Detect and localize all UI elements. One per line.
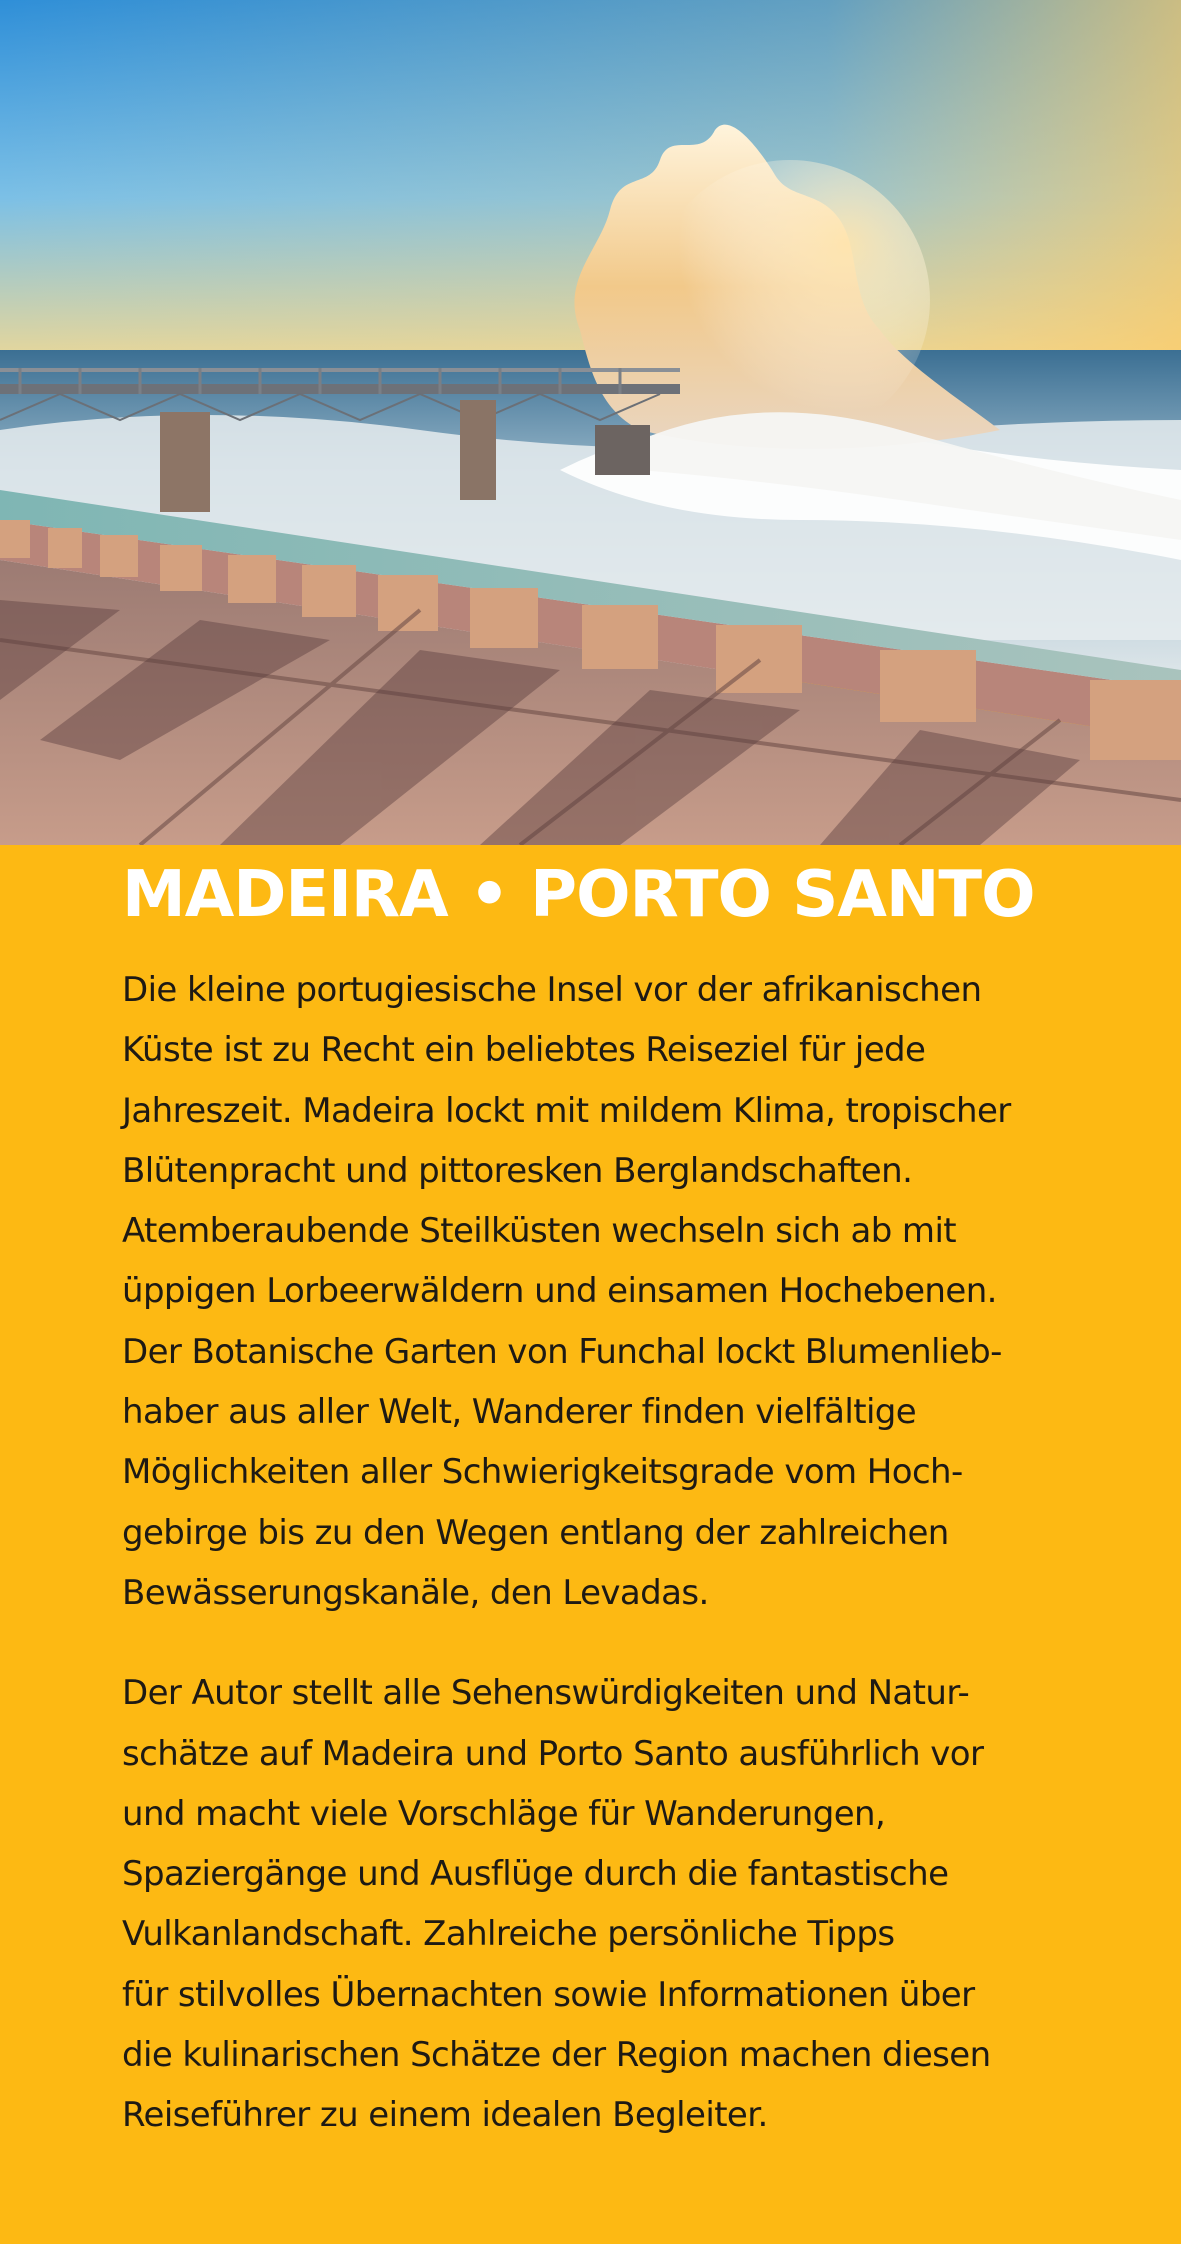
text-line: Jahreszeit. Madeira lockt mit mildem Klima, tropischer xyxy=(122,1090,1011,1131)
text-line: Der Autor stellt alle Sehenswürdigkeiten und Natur- xyxy=(122,1673,970,1714)
cover-photo-wave-pier xyxy=(0,0,1181,845)
text-line: üppigen Lorbeerwäldern und einsamen Hochebenen. xyxy=(122,1271,997,1312)
description-paragraph-2 xyxy=(122,1663,1102,2145)
text-line: Möglichkeiten aller Schwierigkeitsgrade vom Hoch- xyxy=(122,1452,963,1493)
text-line: Vulkanlandschaft. Zahlreiche persönliche Tipps xyxy=(122,1914,895,1955)
page-title: MADEIRA • PORTO SANTO xyxy=(122,858,1035,932)
text-line: Atemberaubende Steilküsten wechseln sich ab mit xyxy=(122,1211,957,1252)
text-line: und macht viele Vorschläge für Wanderungen, xyxy=(122,1793,886,1834)
description-paragraph-1 xyxy=(122,960,1102,1623)
text-line: schätze auf Madeira und Porto Santo ausführlich vor xyxy=(122,1733,984,1774)
text-line: Bewässerungskanäle, den Levadas. xyxy=(122,1572,709,1613)
text-line: haber aus aller Welt, Wanderer finden vielfältige xyxy=(122,1392,917,1433)
text-line: die kulinarischen Schätze der Region machen diesen xyxy=(122,2035,991,2076)
text-line: Blütenpracht und pittoresken Berglandschaften. xyxy=(122,1150,913,1191)
text-line: Küste ist zu Recht ein beliebtes Reiseziel für jede xyxy=(122,1030,926,1071)
text-area xyxy=(122,855,1102,2146)
text-line: für stilvolles Übernachten sowie Informationen über xyxy=(122,1974,975,2015)
text-line: Der Botanische Garten von Funchal lockt Blumenlieb- xyxy=(122,1331,1002,1372)
text-line: gebirge bis zu den Wegen entlang der zahlreichen xyxy=(122,1512,949,1553)
text-line: Reiseführer zu einem idealen Begleiter. xyxy=(122,2095,768,2136)
text-line: Spaziergänge und Ausflüge durch die fantastische xyxy=(122,1854,949,1895)
text-line: Die kleine portugiesische Insel vor der afrikanischen xyxy=(122,970,982,1010)
